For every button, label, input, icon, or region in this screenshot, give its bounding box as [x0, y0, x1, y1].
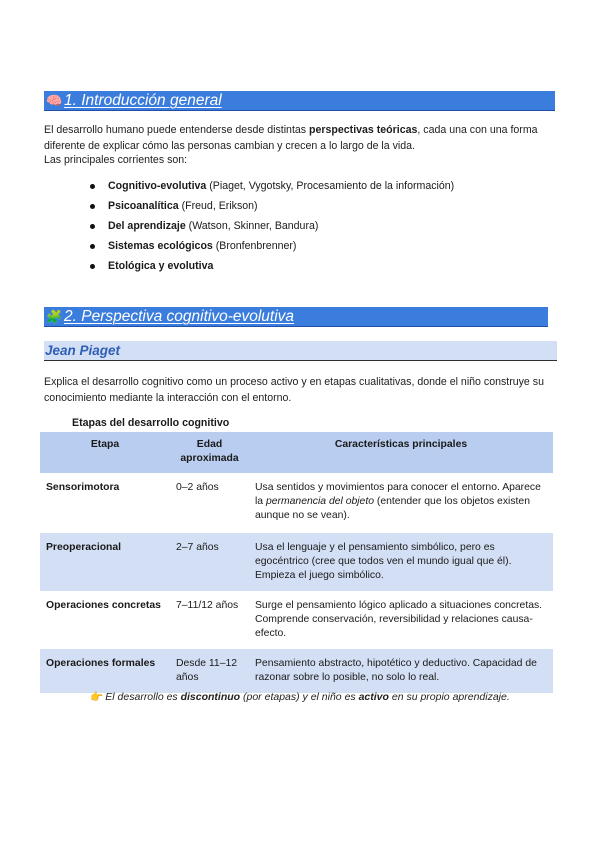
brain-icon: 🧠 [46, 93, 63, 108]
note-bold-text-2: activo [358, 691, 389, 703]
section-title: 2. Perspectiva cognitivo-evolutiva [64, 308, 295, 325]
stage-cell: Operaciones concretas [40, 591, 170, 649]
description-cell [249, 473, 553, 533]
note-bold-text: discontinuo [180, 691, 241, 703]
table-row [40, 649, 553, 693]
table-row [40, 591, 553, 649]
summary-note [0, 690, 600, 704]
intro-text-continued: , cada una con una forma diferente de explicar cómo las personas cambian y crecen a lo largo de la vida. [44, 124, 538, 152]
age-cell: 7–11/12 años [170, 591, 249, 649]
age-cell: 0–2 años [170, 473, 249, 533]
intro-bold-text: perspectivas teóricas [309, 124, 418, 136]
pointing-hand-icon: 👉 [90, 691, 104, 703]
description-text-continued: (entender que los objetos existen aunque no se vean). [255, 496, 530, 521]
section-heading-introduction [44, 91, 555, 111]
current-authors: (Piaget, Vygotsky, Procesamiento de la información) [206, 180, 455, 192]
list-item [90, 219, 550, 239]
table-row [40, 533, 553, 591]
current-name: Psicoanalítica [108, 200, 179, 212]
description-text: Usa sentidos y movimientos para conocer el entorno. Aparece la [255, 482, 541, 507]
column-header: Etapa [40, 432, 170, 473]
stage-cell: Preoperacional [40, 533, 170, 591]
current-name: Etológica y evolutiva [108, 260, 214, 272]
note-text: El desarrollo es [105, 691, 181, 703]
table-caption: Etapas del desarrollo cognitivo [72, 417, 230, 429]
age-cell: Desde 11–12 años [170, 649, 249, 693]
subheading-piaget: Jean Piaget [44, 341, 557, 361]
list-item [90, 199, 550, 219]
note-text-middle: (por etapas) y el niño es [240, 691, 359, 703]
stages-table [40, 432, 553, 693]
current-authors: (Freud, Erikson) [178, 200, 258, 212]
list-item [90, 179, 550, 199]
current-authors: (Watson, Skinner, Bandura) [185, 220, 319, 232]
current-name: Cognitivo-evolutiva [108, 180, 207, 192]
current-name: Del aprendizaje [108, 220, 186, 232]
column-header: Características principales [249, 432, 553, 473]
column-header: Edad aproximada [170, 432, 249, 473]
section-heading-cognitive [44, 307, 548, 327]
piaget-description: Explica el desarrollo cognitivo como un proceso activo y en etapas cualitativas, donde el niño construye su conocimiento mediante la interacción con el entorno. [44, 376, 544, 404]
intro-paragraph [44, 123, 559, 154]
table-row [40, 473, 553, 533]
theory-list [90, 179, 550, 279]
note-text-end: en su propio aprendizaje. [388, 691, 510, 703]
stage-cell: Sensorimotora [40, 473, 170, 533]
description-emphasis: permanencia del objeto [265, 496, 375, 507]
current-name: Sistemas ecológicos [108, 240, 213, 252]
current-authors: (Bronfenbrenner) [212, 240, 297, 252]
table-header-row [40, 432, 553, 473]
description-cell: Pensamiento abstracto, hipotético y deductivo. Capacidad de razonar sobre lo posible, no solo lo real. [249, 649, 553, 693]
description-cell: Surge el pensamiento lógico aplicado a situaciones concretas. Comprende conservación, reversibilidad y relaciones causa-efecto. [249, 591, 553, 649]
age-cell: 2–7 años [170, 533, 249, 591]
intro-text: El desarrollo humano puede entenderse desde distintas [44, 124, 310, 136]
section-title: 1. Introducción general [64, 92, 222, 109]
description-cell: Usa el lenguaje y el pensamiento simbólico, pero es egocéntrico (cree que todos ven el mundo igual que él). Empieza el juego simbólico. [249, 533, 553, 591]
intro-lead-in: Las principales corrientes son: [44, 154, 188, 166]
stage-cell: Operaciones formales [40, 649, 170, 693]
puzzle-icon: 🧩 [46, 309, 63, 324]
list-item [90, 239, 550, 259]
list-item [90, 259, 550, 279]
